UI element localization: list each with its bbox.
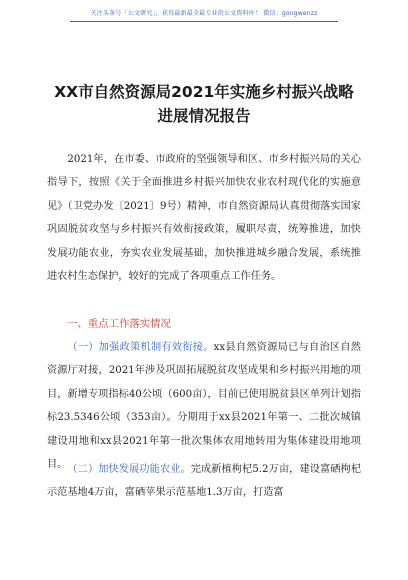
banner-text: 关注头条号「公文研究」，获得最新最全最专业的公文资料库！ 微信：gongwenzz [90,10,318,17]
section-heading: 一、重点工作落实情况 [67,318,171,330]
item1-body: xx县自然资源局已与自治区自然资源厅对接，2021年涉及巩固拓展脱贫攻坚成果和乡村振兴用地的项目，新增专项指标40公顷（600亩），目前已使用脱贫县区单列计划指标23.5346公顷（353亩）。分期用于xx县2021年第一、二批次城镇建设用地和xx县2021年第一批次集体农用地转用为集体建设用地项目。 [47,342,361,471]
header-banner [0,8,408,17]
item1-paragraph [47,336,361,476]
item2-lead: （二）加快发展功能农业。 [67,464,191,475]
document-title-line1: XX市自然资源局2021年实施乡村振兴战略 [54,83,354,101]
item2-body: 完成新植枸杞5.2万亩，建设富硒枸杞示范基地4万亩，富硒苹果示范基地1.3万亩，打造富 [47,464,362,499]
intro-paragraph: 2021年，在市委、市政府的坚强领导和区、市乡村振兴局的关心指导下，按照《关于全面推进乡村振兴加快农业农村现代化的实施意见》（卫党办发〔2021〕9号）精神，市自然资源局认真贯彻落实国家巩固脱贫攻坚与乡村振兴有效衔接政策，履职尽责，统筹推进，加快发展功能农业，夯实农业发展基础，加快推进城乡融合发展，系统推进农村生态保护，较好的完成了各项重点工作任务。 [47,154,361,283]
item2-paragraph [47,458,361,505]
document-title-line2: 进展情况报告 [157,107,251,125]
item1-lead: （一）加强政策机制有效衔接。 [67,342,214,353]
banner-rule [70,21,338,22]
